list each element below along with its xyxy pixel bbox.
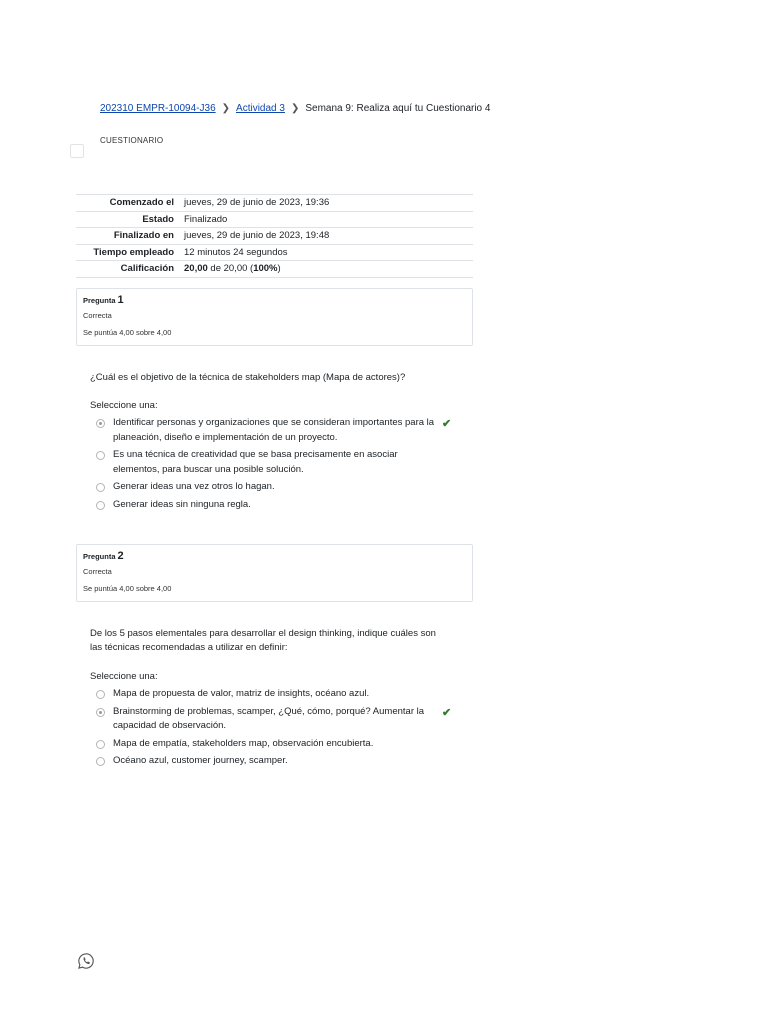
answer-option-label: Generar ideas sin ninguna regla. xyxy=(113,498,251,510)
table-row xyxy=(76,228,473,245)
breadcrumb xyxy=(100,103,490,114)
answer-option-label: Identificar personas y organizaciones que se consideran importantes para la planeación, diseño e implementación de un proyecto. xyxy=(113,417,435,443)
answer-option-label: Es una técnica de creatividad que se basa precisamente en asociar elementos, para buscar una posible solución. xyxy=(113,449,398,475)
question-label: Pregunta xyxy=(83,296,116,305)
radio-button[interactable] xyxy=(96,501,105,510)
question-state: Correcta xyxy=(83,311,112,320)
radio-button[interactable] xyxy=(96,690,105,699)
question-text: ¿Cuál es el objetivo de la técnica de stakeholders map (Mapa de actores)? xyxy=(90,372,406,383)
answer-option[interactable] xyxy=(96,687,456,702)
activity-type-label: CUESTIONARIO xyxy=(100,136,164,145)
radio-button[interactable] xyxy=(96,757,105,766)
radio-button[interactable] xyxy=(96,483,105,492)
table-row xyxy=(76,195,473,212)
summary-label: Finalizado en xyxy=(76,228,179,245)
radio-button[interactable] xyxy=(96,708,105,717)
chevron-right-icon: ❯ xyxy=(290,103,300,114)
radio-button[interactable] xyxy=(96,419,105,428)
question-text: De los 5 pasos elementales para desarrollar el design thinking, indique cuáles son las técnicas recomendadas a utilizar en definir: xyxy=(90,628,436,653)
question-number xyxy=(83,550,124,562)
summary-value: jueves, 29 de junio de 2023, 19:36 xyxy=(179,195,473,212)
answer-prompt: Seleccione una: xyxy=(90,400,158,411)
whatsapp-icon[interactable] xyxy=(77,952,95,970)
table-row xyxy=(76,211,473,228)
attempt-summary-table xyxy=(76,194,473,278)
table-row xyxy=(76,244,473,261)
breadcrumb-current: Semana 9: Realiza aquí tu Cuestionario 4 xyxy=(305,103,491,114)
question-grade: Se puntúa 4,00 sobre 4,00 xyxy=(83,584,172,593)
check-icon: ✔ xyxy=(442,706,452,719)
question-number xyxy=(83,294,124,306)
check-icon: ✔ xyxy=(442,418,452,430)
question-num: 1 xyxy=(117,294,124,306)
question-grade: Se puntúa 4,00 sobre 4,00 xyxy=(83,328,172,337)
answer-prompt: Seleccione una: xyxy=(90,671,158,682)
grade-percent: 100% xyxy=(253,263,278,275)
answer-option-label: Océano azul, customer journey, scamper. xyxy=(113,755,288,766)
summary-value: 12 minutos 24 segundos xyxy=(179,244,473,261)
grade-out-of: de 20,00 ( xyxy=(207,263,254,275)
answer-option[interactable] xyxy=(96,754,456,769)
table-row xyxy=(76,261,473,278)
chevron-right-icon: ❯ xyxy=(221,103,231,114)
summary-value xyxy=(179,261,473,278)
question-info-box xyxy=(76,544,473,602)
question-info-box xyxy=(76,288,473,346)
summary-value: jueves, 29 de junio de 2023, 19:48 xyxy=(179,228,473,245)
radio-button[interactable] xyxy=(96,451,105,460)
summary-label: Calificación xyxy=(76,261,179,278)
answer-option[interactable] xyxy=(96,480,456,495)
question-state: Correcta xyxy=(83,567,112,576)
summary-label: Tiempo empleado xyxy=(76,244,179,261)
breadcrumb-section-link[interactable]: Actividad 3 xyxy=(236,103,285,114)
question-num: 2 xyxy=(117,550,124,562)
summary-value: Finalizado xyxy=(179,211,473,228)
answer-option-label: Mapa de empatía, stakeholders map, observación encubierta. xyxy=(113,737,374,749)
answer-option[interactable] xyxy=(96,737,456,752)
answer-options xyxy=(96,687,456,769)
breadcrumb-course-link[interactable]: 202310 EMPR-10094-J36 xyxy=(100,103,216,114)
answer-option-label: Mapa de propuesta de valor, matriz de insights, océano azul. xyxy=(113,688,370,699)
answer-option[interactable] xyxy=(96,498,456,513)
radio-button[interactable] xyxy=(96,740,105,749)
answer-option[interactable] xyxy=(96,448,456,477)
answer-option[interactable] xyxy=(96,416,456,445)
answer-option-label: Brainstorming de problemas, scamper, ¿Qué, cómo, porqué? Aumentar la capacidad de observación. xyxy=(113,705,425,731)
answer-option-label: Generar ideas una vez otros lo hagan. xyxy=(113,481,275,492)
question-label: Pregunta xyxy=(83,552,116,561)
summary-label: Comenzado el xyxy=(76,195,179,212)
answer-option[interactable] xyxy=(96,705,456,734)
grade-score: 20,00 xyxy=(184,263,208,275)
summary-label: Estado xyxy=(76,211,179,228)
answer-options xyxy=(96,416,456,512)
grade-close: ) xyxy=(277,263,281,275)
quiz-icon xyxy=(70,144,84,158)
